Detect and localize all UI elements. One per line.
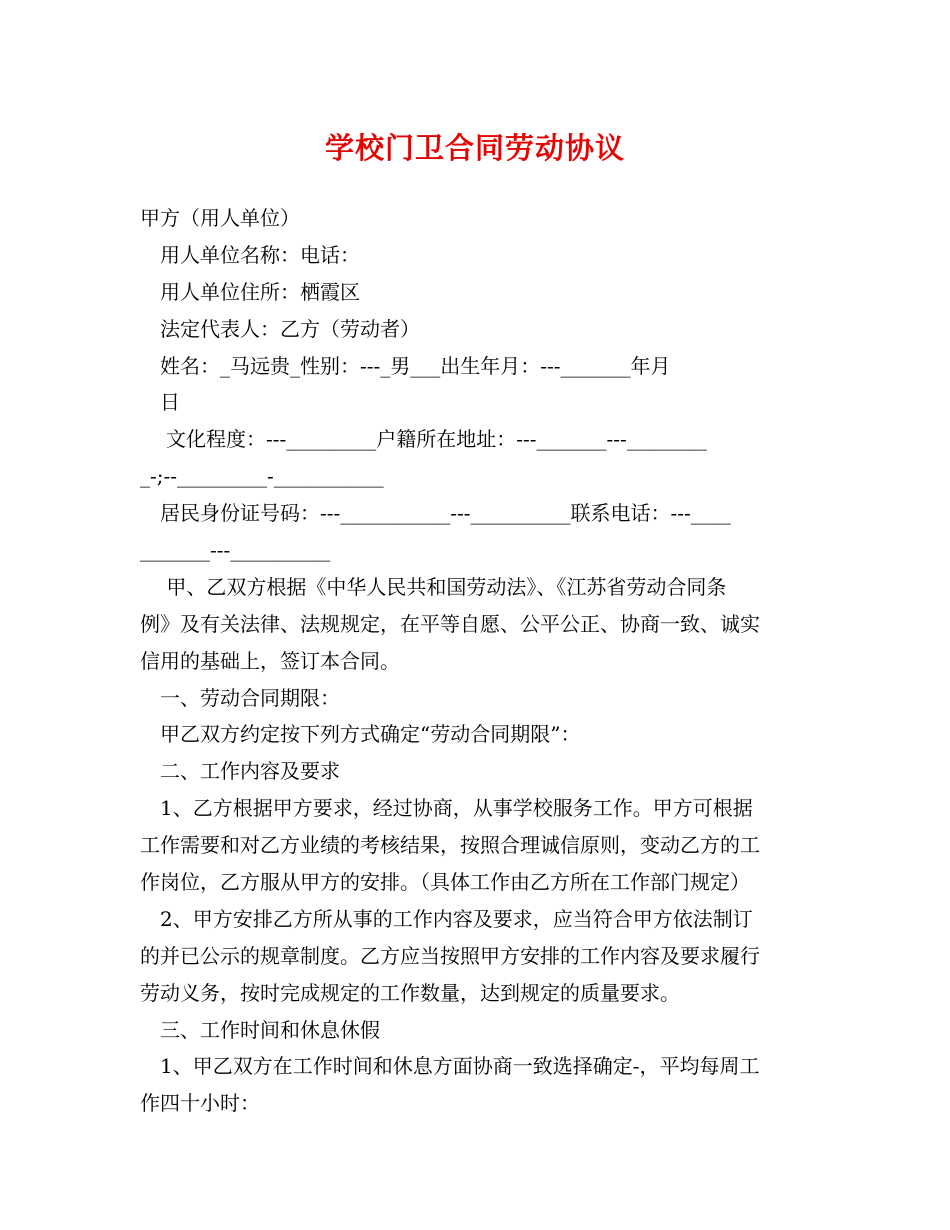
section-1-heading: 一、劳动合同期限： <box>160 685 340 710</box>
clause-2-1-line-1: 1、乙方根据甲方要求，经过协商，从事学校服务工作。甲方可根据 <box>160 796 753 821</box>
worker-birth-day-line: 日 <box>160 390 180 415</box>
clause-2-1-line-2: 工作需要和对乙方业绩的考核结果，按照合理诚信原则，变动乙方的工 <box>140 833 760 858</box>
phone-continuation-line: _______---__________ <box>140 538 331 563</box>
clause-2-2-line-3: 劳动义务，按时完成规定的工作数量，达到规定的质量要求。 <box>140 980 680 1005</box>
clause-3-1-line-2: 作四十小时： <box>140 1091 260 1116</box>
clause-2-2-line-2: 的并已公示的规章制度。乙方应当按照甲方安排的工作内容及要求履行 <box>140 943 760 968</box>
clause-2-1-line-3: 作岗位，乙方服从甲方的安排。（具体工作由乙方所在工作部门规定） <box>140 870 750 895</box>
document-title: 学校门卫合同劳动协议 <box>324 131 625 165</box>
employer-address-line: 用人单位住所：栖霞区 <box>160 279 360 304</box>
section-1-text: 甲乙双方约定按下列方式确定“劳动合同期限”： <box>160 722 581 747</box>
section-3-heading: 三、工作时间和休息休假 <box>160 1017 380 1042</box>
education-household-line: 文化程度：---_________户籍所在地址：---_______---________ <box>166 427 707 452</box>
id-number-phone-line: 居民身份证号码：---___________---__________联系电话：---____ <box>160 501 731 526</box>
section-2-heading: 二、工作内容及要求 <box>160 759 340 784</box>
employer-name-line: 用人单位名称：电话： <box>160 242 360 267</box>
legal-representative-line: 法定代表人：乙方（劳动者） <box>160 316 420 341</box>
preamble-line-3: 信用的基础上，签订本合同。 <box>140 648 400 673</box>
preamble-line-2: 例》及有关法律、法规规定，在平等自愿、公平公正、协商一致、诚实 <box>140 611 760 636</box>
preamble-line-1: 甲、乙双方根据《中华人民共和国劳动法》、《江苏省劳动合同条 <box>160 574 727 599</box>
party-a-heading: 甲方（用人单位） <box>140 206 300 230</box>
clause-2-2-line-1: 2、甲方安排乙方所从事的工作内容及要求，应当符合甲方依法制订 <box>160 906 753 931</box>
clause-3-1-line-1: 1、甲乙双方在工作时间和休息方面协商一致选择确定-，平均每周工 <box>160 1054 760 1079</box>
household-continuation-line: _-;--_________-___________ <box>140 464 384 489</box>
document-body <box>140 200 814 1122</box>
worker-name-line: 姓名：_马远贵_性别：---_男___出生年月：---_______年月 <box>160 353 671 378</box>
